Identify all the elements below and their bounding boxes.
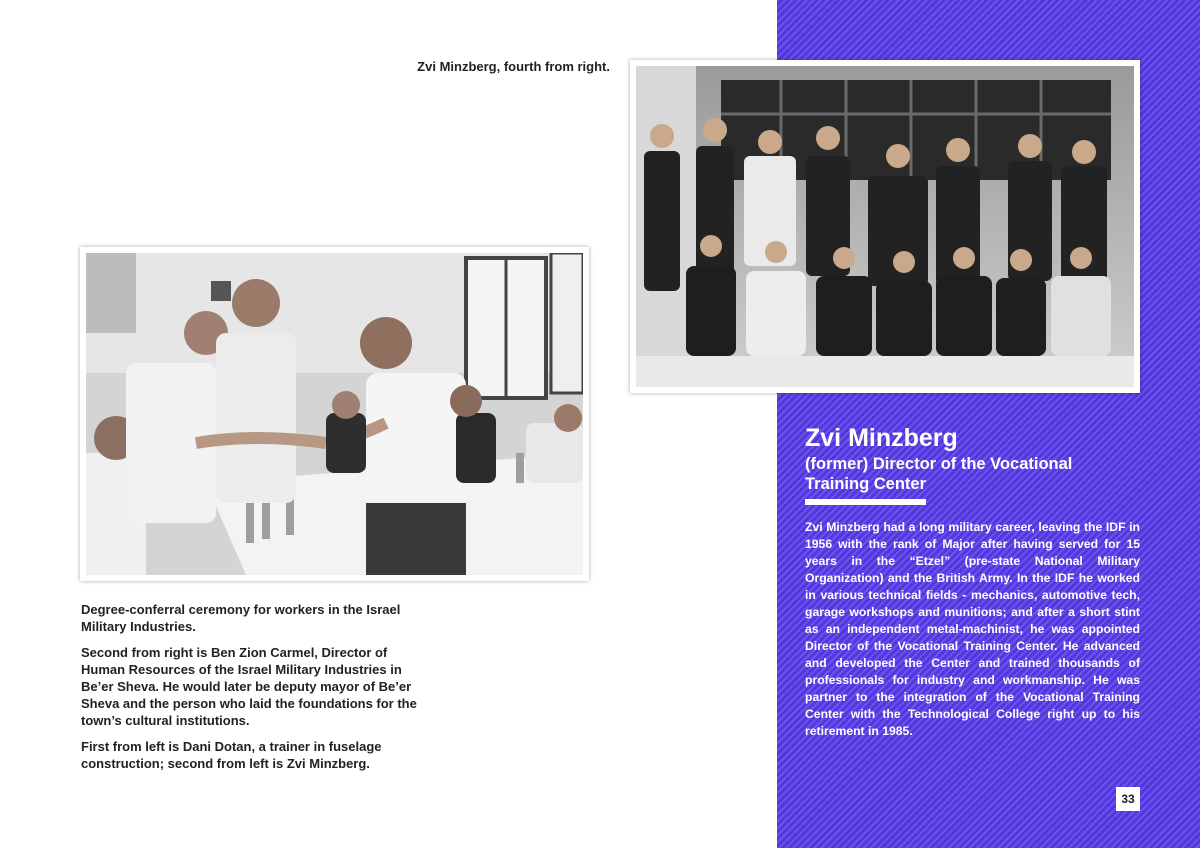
- ceremony-caption-1: Degree-conferral ceremony for workers in the Israel Military Industries.: [81, 602, 401, 634]
- ceremony-caption-block: [81, 601, 421, 781]
- group-photo: [630, 60, 1140, 393]
- ceremony-photo-image: [86, 253, 583, 575]
- ceremony-caption-3: First from left is Dani Dotan, a trainer in fuselage construction; second from left is Zvi Minzberg.: [81, 739, 382, 771]
- page-number: 33: [1116, 787, 1140, 811]
- bio-section: [805, 424, 1140, 740]
- bio-role: (former) Director of the Vocational Training Center: [805, 455, 1073, 493]
- bio-name: Zvi Minzberg: [805, 424, 958, 452]
- ceremony-photo: [80, 247, 589, 581]
- bio-text: Zvi Minzberg had a long military career, leaving the IDF in 1956 with the rank of Major after having served for 15 years in the “Etzel” (pre-state National Military Organization) and the British Army. In the IDF he worked in various technical fields - mechanics, automotive tech, garage workshops and munitions; and after a short stint as an independent metal-machinist, he was appointed Director of the Vocational Training Center. He advanced and developed the Center and trained thousands of professionals for industry and workmanship. He was partner to the integration of the Vocational Training Center with the Technological College right up to his retirement in 1985.: [805, 520, 1140, 738]
- group-photo-image: [636, 66, 1134, 387]
- top-photo-caption: Zvi Minzberg, fourth from right.: [417, 59, 610, 74]
- ceremony-caption-2: Second from right is Ben Zion Carmel, Director of Human Resources of the Israel Military Industries in Be’er Sheva. He would later be deputy mayor of Be’er Sheva and the person who laid the foundations for the town’s cultural institutions.: [81, 645, 417, 728]
- heading-underline: [805, 499, 926, 505]
